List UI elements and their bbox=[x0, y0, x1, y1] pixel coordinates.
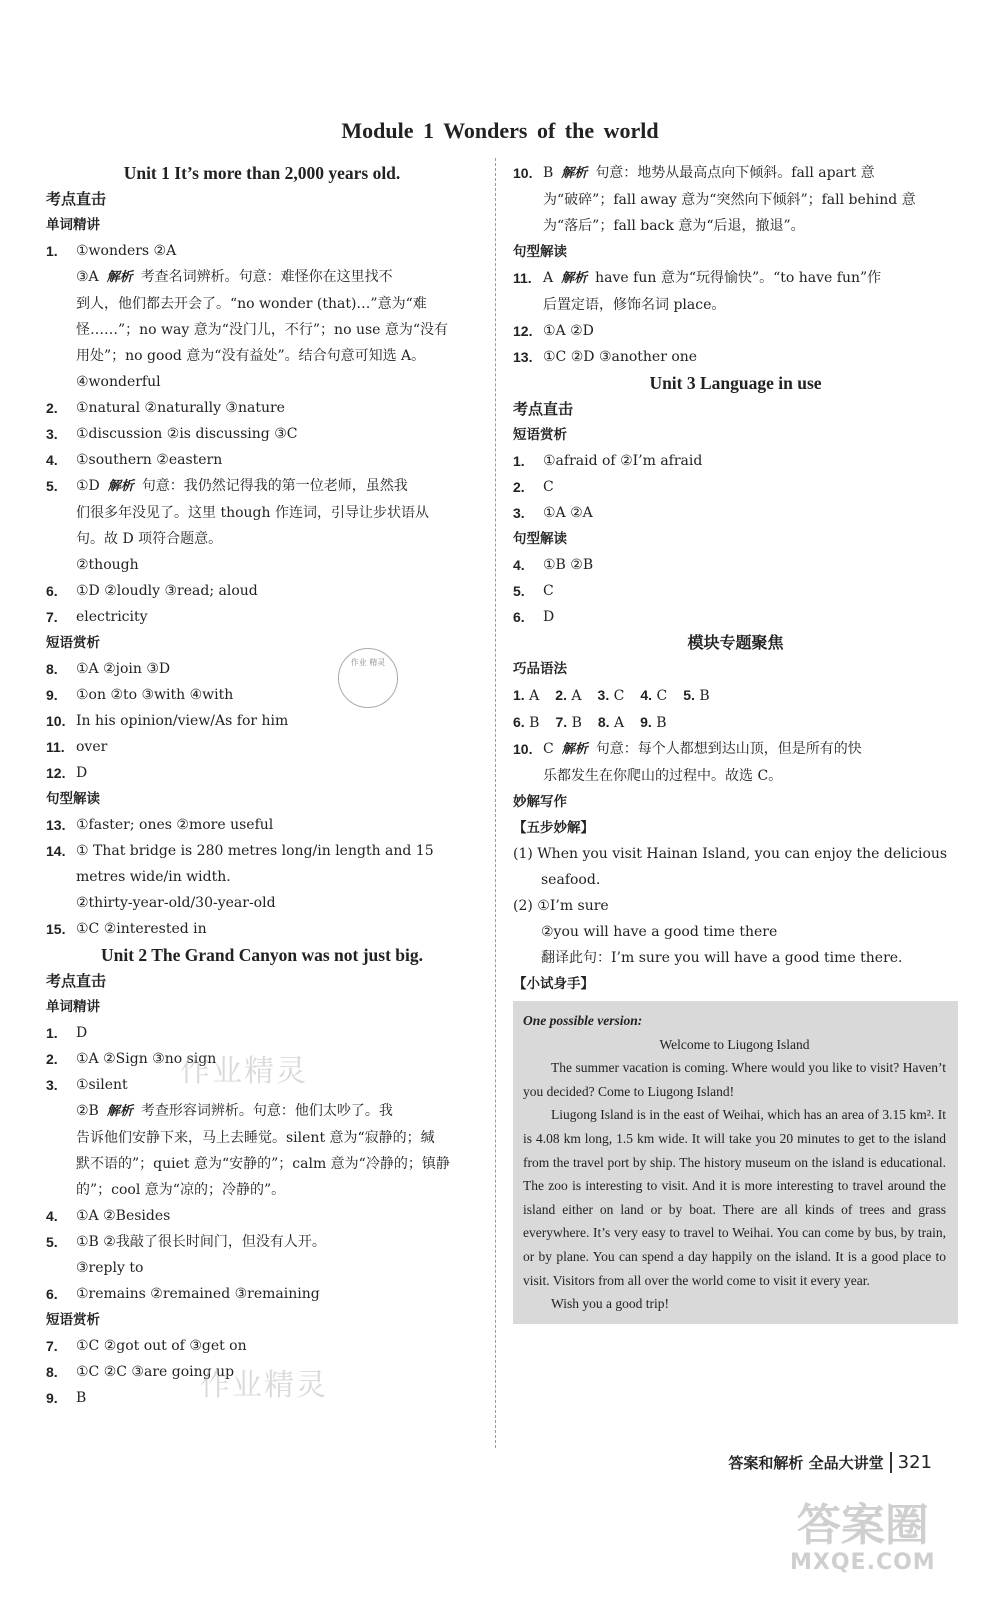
page-footer bbox=[728, 1452, 932, 1473]
answer-item: 10. In his opinion/view/As for him bbox=[46, 713, 289, 729]
answer-continuation: 句。故 D 项符合题意。 bbox=[76, 531, 223, 547]
answer-item: 3. ①discussion ②is discussing ③C bbox=[46, 426, 298, 442]
answer-item: 14. ① That bridge is 280 metres long/in length and 15 bbox=[46, 843, 434, 859]
essay-paragraph: Wish you a good trip! bbox=[551, 1296, 669, 1312]
bracket-heading: 【小试身手】 bbox=[513, 976, 594, 992]
section-heading: 考点直击 bbox=[46, 972, 107, 990]
answer-item: 4. ①A ②Besides bbox=[46, 1208, 171, 1224]
answer-continuation: 乐都发生在你爬山的过程中。故选 C。 bbox=[543, 768, 783, 784]
answer-continuation: ②thirty-year-old/30-year-old bbox=[76, 895, 276, 911]
subsection-heading: 句型解读 bbox=[513, 531, 567, 547]
answer-continuation: ③reply to bbox=[76, 1260, 144, 1276]
right-column bbox=[513, 160, 958, 1324]
answer-item: 6. D bbox=[513, 609, 555, 625]
column-divider bbox=[495, 158, 496, 1448]
answer-continuation: ③A 解析 考查名词辨析。句意：难怪你在这里找不 bbox=[76, 269, 393, 285]
section-heading: 考点直击 bbox=[513, 400, 574, 418]
answer-continuation: ②though bbox=[76, 557, 139, 573]
writing-step: 翻译此句：I’m sure you will have a good time there. bbox=[541, 950, 903, 966]
answer-item: 2. C bbox=[513, 479, 554, 495]
unit2-title: Unit 2 The Grand Canyon was not just big. bbox=[100, 945, 424, 965]
subsection-heading: 短语赏析 bbox=[513, 427, 567, 443]
module-focus-title: 模块专题聚焦 bbox=[687, 633, 784, 652]
answer-item: 10. C 解析 句意：每个人都想到达山顶，但是所有的快 bbox=[513, 741, 862, 757]
answer-item: 3. ①A ②A bbox=[513, 505, 593, 521]
writing-step: seafood. bbox=[541, 872, 601, 888]
answer-item: 3. ①silent bbox=[46, 1077, 128, 1093]
page-number: 321 bbox=[890, 1452, 932, 1473]
answer-continuation: 为“落后”；fall back 意为“后退，撤退”。 bbox=[543, 218, 805, 234]
answer-continuation: 们很多年没见了。这里 though 作连词，引导让步状语从 bbox=[76, 505, 429, 521]
unit1-title: Unit 1 It’s more than 2,000 years old. bbox=[123, 163, 401, 183]
subsection-heading: 单词精讲 bbox=[46, 217, 100, 233]
answer-item: 1. ①afraid of ②I’m afraid bbox=[513, 453, 703, 469]
answer-item: 15. ①C ②interested in bbox=[46, 921, 207, 937]
answer-item: 7. electricity bbox=[46, 609, 148, 625]
answer-continuation: 为“破碎”；fall away 意为“突然向下倾斜”；fall behind 意 bbox=[543, 192, 916, 208]
answer-continuation: 后置定语，修饰名词 place。 bbox=[543, 297, 726, 313]
answer-continuation: ④wonderful bbox=[76, 374, 161, 390]
item-number: 1. bbox=[46, 243, 58, 259]
answer-item: 6. ①D ②loudly ③read; aloud bbox=[46, 583, 258, 599]
answer-item: 10. B 解析 句意：地势从最高点向下倾斜。fall apart 意 bbox=[513, 165, 875, 181]
subsection-heading: 句型解读 bbox=[46, 791, 100, 807]
essay-paragraph: The summer vacation is coming. Where would you like to visit? Haven’t you decided? Come to Liugong Island! bbox=[523, 1060, 946, 1099]
answer-text: ①wonders ②A bbox=[76, 243, 177, 259]
answer-item bbox=[46, 238, 478, 264]
answer-item: 13. ①faster; ones ②more useful bbox=[46, 817, 274, 833]
answer-continuation: 告诉他们安静下来，马上去睡觉。silent 意为“寂静的；缄 bbox=[76, 1130, 435, 1146]
answer-continuation: 默不语的”；quiet 意为“安静的”；calm 意为“冷静的；镇静 bbox=[76, 1156, 450, 1172]
sample-essay-box bbox=[513, 1001, 958, 1324]
answer-continuation: 的”；cool 意为“凉的；冷静的”。 bbox=[76, 1182, 286, 1198]
answer-item: 4. ①B ②B bbox=[513, 557, 594, 573]
bracket-heading: 【五步妙解】 bbox=[513, 820, 594, 836]
section-heading: 考点直击 bbox=[46, 190, 107, 208]
answer-item: 7. ①C ②got out of ③get on bbox=[46, 1338, 247, 1354]
answer-continuation: metres wide/in width. bbox=[76, 869, 231, 885]
answer-item: 5. ①D 解析 句意：我仍然记得我的第一位老师，虽然我 bbox=[46, 478, 408, 494]
stamp-logo: 作业 精灵 bbox=[338, 648, 398, 708]
answer-item: 2. ①natural ②naturally ③nature bbox=[46, 400, 285, 416]
subsection-heading: 短语赏析 bbox=[46, 635, 100, 651]
subsection-heading: 单词精讲 bbox=[46, 999, 100, 1015]
unit3-title: Unit 3 Language in use bbox=[649, 373, 822, 393]
answer-item: 4. ①southern ②eastern bbox=[46, 452, 223, 468]
writing-step: ②you will have a good time there bbox=[541, 924, 778, 940]
answer-row: 1. A 2. A 3. C 4. C 5. B bbox=[513, 687, 710, 704]
answer-item: 6. ①remains ②remained ③remaining bbox=[46, 1286, 320, 1302]
answer-row: 6. B 7. B 8. A 9. B bbox=[513, 714, 667, 731]
answer-item: 12. D bbox=[46, 765, 88, 781]
answer-item: 11. A 解析 have fun 意为“玩得愉快”。“to have fun”作 bbox=[513, 270, 882, 286]
answer-continuation: 用处”；no good 意为“没有益处”。结合句意可知选 A。 bbox=[76, 348, 426, 364]
answer-continuation: 到人，他们都去开会了。“no wonder (that)…”意为“难 bbox=[76, 296, 427, 312]
essay-paragraph: Liugong Island is in the east of Weihai, which has an area of 3.15 km². It is 4.08 km long, 1.5 km wide. It will take you 20 minutes to get to the island from the travel port by ship. The history museum on the island is educational. The zoo is interesting to visit. And it is more interesting to travel around the island either on land or by boat. There are all kinds of trees and grass everywhere. It’s very easy to travel to Weihai. You can come by bus, by train, or by plane. You can spend a day happily on the island. It is a good place to visit. Visitors from all over the world come to visit it every year. bbox=[523, 1107, 946, 1288]
answer-item: 13. ①C ②D ③another one bbox=[513, 349, 698, 365]
answer-continuation: 怪……”；no way 意为“没门儿，不行”；no use 意为“没有 bbox=[76, 322, 449, 338]
answer-continuation: ②B 解析 考查形容词辨析。句意：他们太吵了。我 bbox=[76, 1103, 393, 1119]
answer-item: 12. ①A ②D bbox=[513, 323, 594, 339]
answer-item: 11. over bbox=[46, 739, 108, 755]
subsection-heading: 巧品语法 bbox=[513, 661, 567, 677]
writing-step: (2) ①I’m sure bbox=[513, 898, 609, 914]
watermark: 作业精灵 bbox=[180, 1054, 308, 1089]
footer-label: 答案和解析 全品大讲堂 bbox=[728, 1454, 884, 1472]
answer-item: 8. ①A ②join ③D bbox=[46, 661, 171, 677]
site-logo: 答案圈 MXQE.COM bbox=[790, 1500, 936, 1575]
writing-step: (1) When you visit Hainan Island, you can enjoy the delicious bbox=[513, 846, 948, 862]
left-column bbox=[46, 160, 478, 1411]
essay-version-label: One possible version: bbox=[523, 1013, 643, 1028]
answer-item: 9. ①on ②to ③with ④with bbox=[46, 687, 234, 703]
answer-item: 9. B bbox=[46, 1390, 87, 1406]
watermark: 作业精灵 bbox=[200, 1368, 328, 1403]
subsection-heading: 短语赏析 bbox=[46, 1312, 100, 1328]
subsection-heading: 妙解写作 bbox=[513, 794, 567, 810]
answer-item: 5. C bbox=[513, 583, 554, 599]
page-title: Module 1 Wonders of the world bbox=[341, 118, 659, 143]
answer-item: 5. ①B ②我敲了很长时间门，但没有人开。 bbox=[46, 1234, 326, 1250]
answer-item: 8. ①C ②C ③are going up bbox=[46, 1364, 235, 1380]
answer-item: 2. ①A ②Sign ③no sign bbox=[46, 1051, 217, 1067]
answer-item: 1. D bbox=[46, 1025, 88, 1041]
essay-title: Welcome to Liugong Island bbox=[659, 1036, 810, 1052]
subsection-heading: 句型解读 bbox=[513, 244, 567, 260]
